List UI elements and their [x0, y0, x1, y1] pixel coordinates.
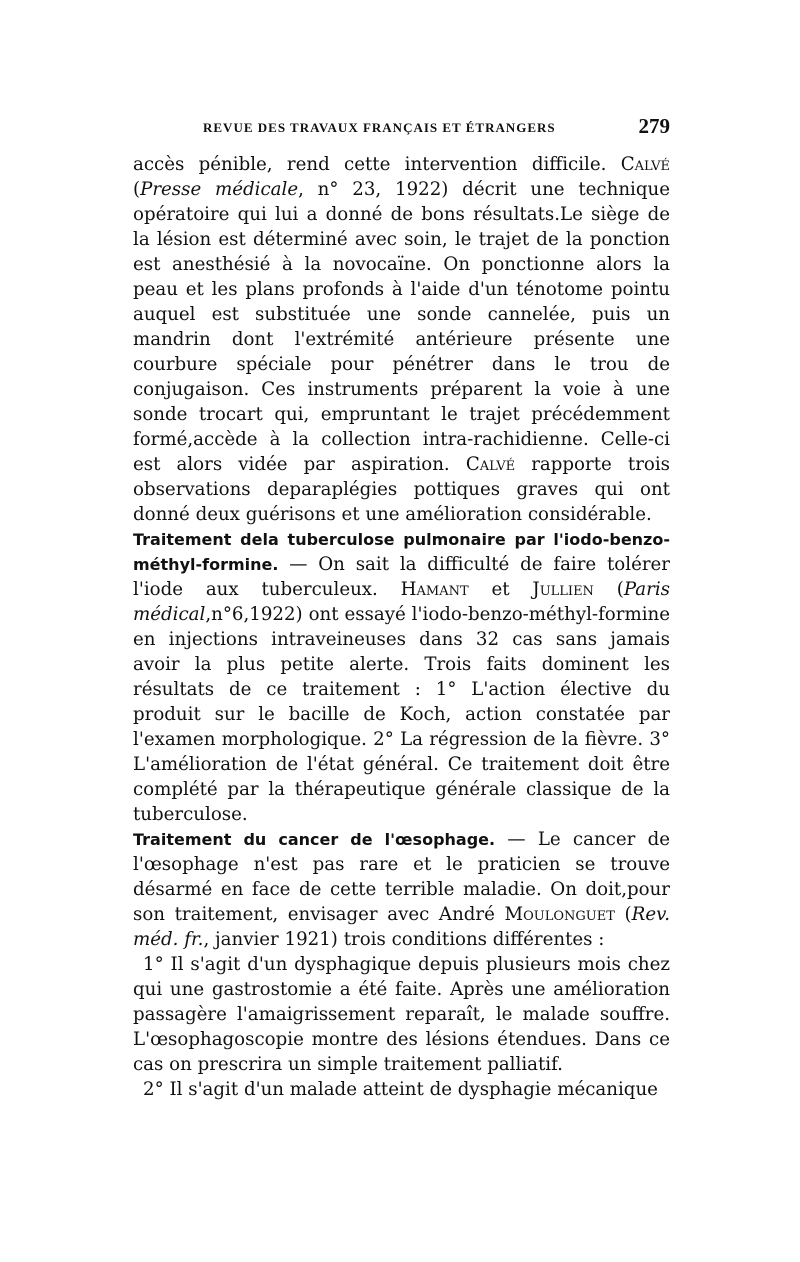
author-name: Hamant	[400, 579, 469, 600]
section-heading: Traitement du cancer de l'œsophage.	[133, 830, 496, 849]
journal-title: Paris médical	[133, 579, 670, 625]
journal-title: Presse médicale	[140, 179, 299, 200]
body-text	[133, 152, 670, 1102]
paragraph-calve	[133, 152, 670, 527]
text-run: (	[593, 579, 624, 600]
section-tuberculose	[133, 527, 670, 827]
list-item: 2° Il s'agit d'un malade atteint de dysphagie mécanique	[143, 1079, 658, 1100]
running-header	[133, 112, 670, 152]
author-name: Calvé	[620, 154, 670, 175]
text-run: rapporte trois observations deparaplégies pottiques graves qui ont donné deux guérisons et une amélioration considérable.	[133, 454, 670, 525]
text-run: — Le cancer de l'œsophage n'est pas rare et le praticien se trouve désarmé en face de cette terrible maladie. On doit,pour son traitement, envisager avec André	[133, 829, 670, 925]
text-run: (	[133, 179, 141, 200]
text-run: accès pénible, rend cette intervention difficile.	[133, 154, 621, 175]
text-run: ,n°6,1922) ont essayé l'iodo-benzo-méthyl-formine en injections intraveineuses dans 32 cas sans jamais avoir la plus petite alerte. Trois faits dominent les résultats de ce traitement : 1° L'action élective du produit sur le bacille de Koch, action constatée par l'examen morphologique. 2° La régression de la fièvre. 3° L'amélioration de l'état général. Ce traitement doit être complété par la thérapeutique générale classique de la tuberculose.	[133, 604, 670, 825]
page-number: 279	[638, 114, 670, 138]
author-name: Moulonguet	[504, 904, 615, 925]
author-name: Calvé	[465, 454, 516, 475]
running-title: REVUE DES TRAVAUX FRANÇAIS ET ÉTRANGERS	[203, 120, 556, 135]
section-cancer-oesophage	[133, 827, 670, 952]
text-run: , janvier 1921) trois conditions différentes :	[203, 929, 605, 950]
list-item: 1° Il s'agit d'un dysphagique depuis plusieurs mois chez qui une gastrostomie a été faite. Après une amélioration passagère l'amaigrissement reparaît, le malade souffre. L'œsophagoscopie montre des lésions étendues. Dans ce cas on prescrira un simple traitement palliatif.	[133, 954, 670, 1075]
journal-title: Rev. méd. fr.	[133, 904, 670, 950]
text-run: (	[614, 904, 632, 925]
section-heading: Traitement dela tuberculose pulmonaire par l'iodo-benzo-méthyl-formine.	[133, 530, 670, 574]
text-run: et	[468, 579, 533, 600]
text-run: , n° 23, 1922) décrit une technique opératoire qui lui a donné de bons résultats.Le siège de la lésion est déterminé avec soin, le trajet de la ponction est anesthésié à la novocaïne. On ponctionne alors la peau et les plans profonds à l'aide d'un ténotome pointu auquel est substituée une sonde cannelée, puis un mandrin dont l'extrémité antérieure présente une courbure spéciale pour pénétrer dans le trou de conjugaison. Ces instruments préparent la voie à une sonde trocart qui, empruntant le trajet précédemment formé,accède à la collection intra-rachidienne. Celle-ci est alors vidée par aspiration.	[133, 179, 670, 475]
author-name: Jullien	[532, 579, 594, 600]
text-run: — On sait la difficulté de faire tolérer l'iode aux tuberculeux.	[133, 554, 670, 600]
